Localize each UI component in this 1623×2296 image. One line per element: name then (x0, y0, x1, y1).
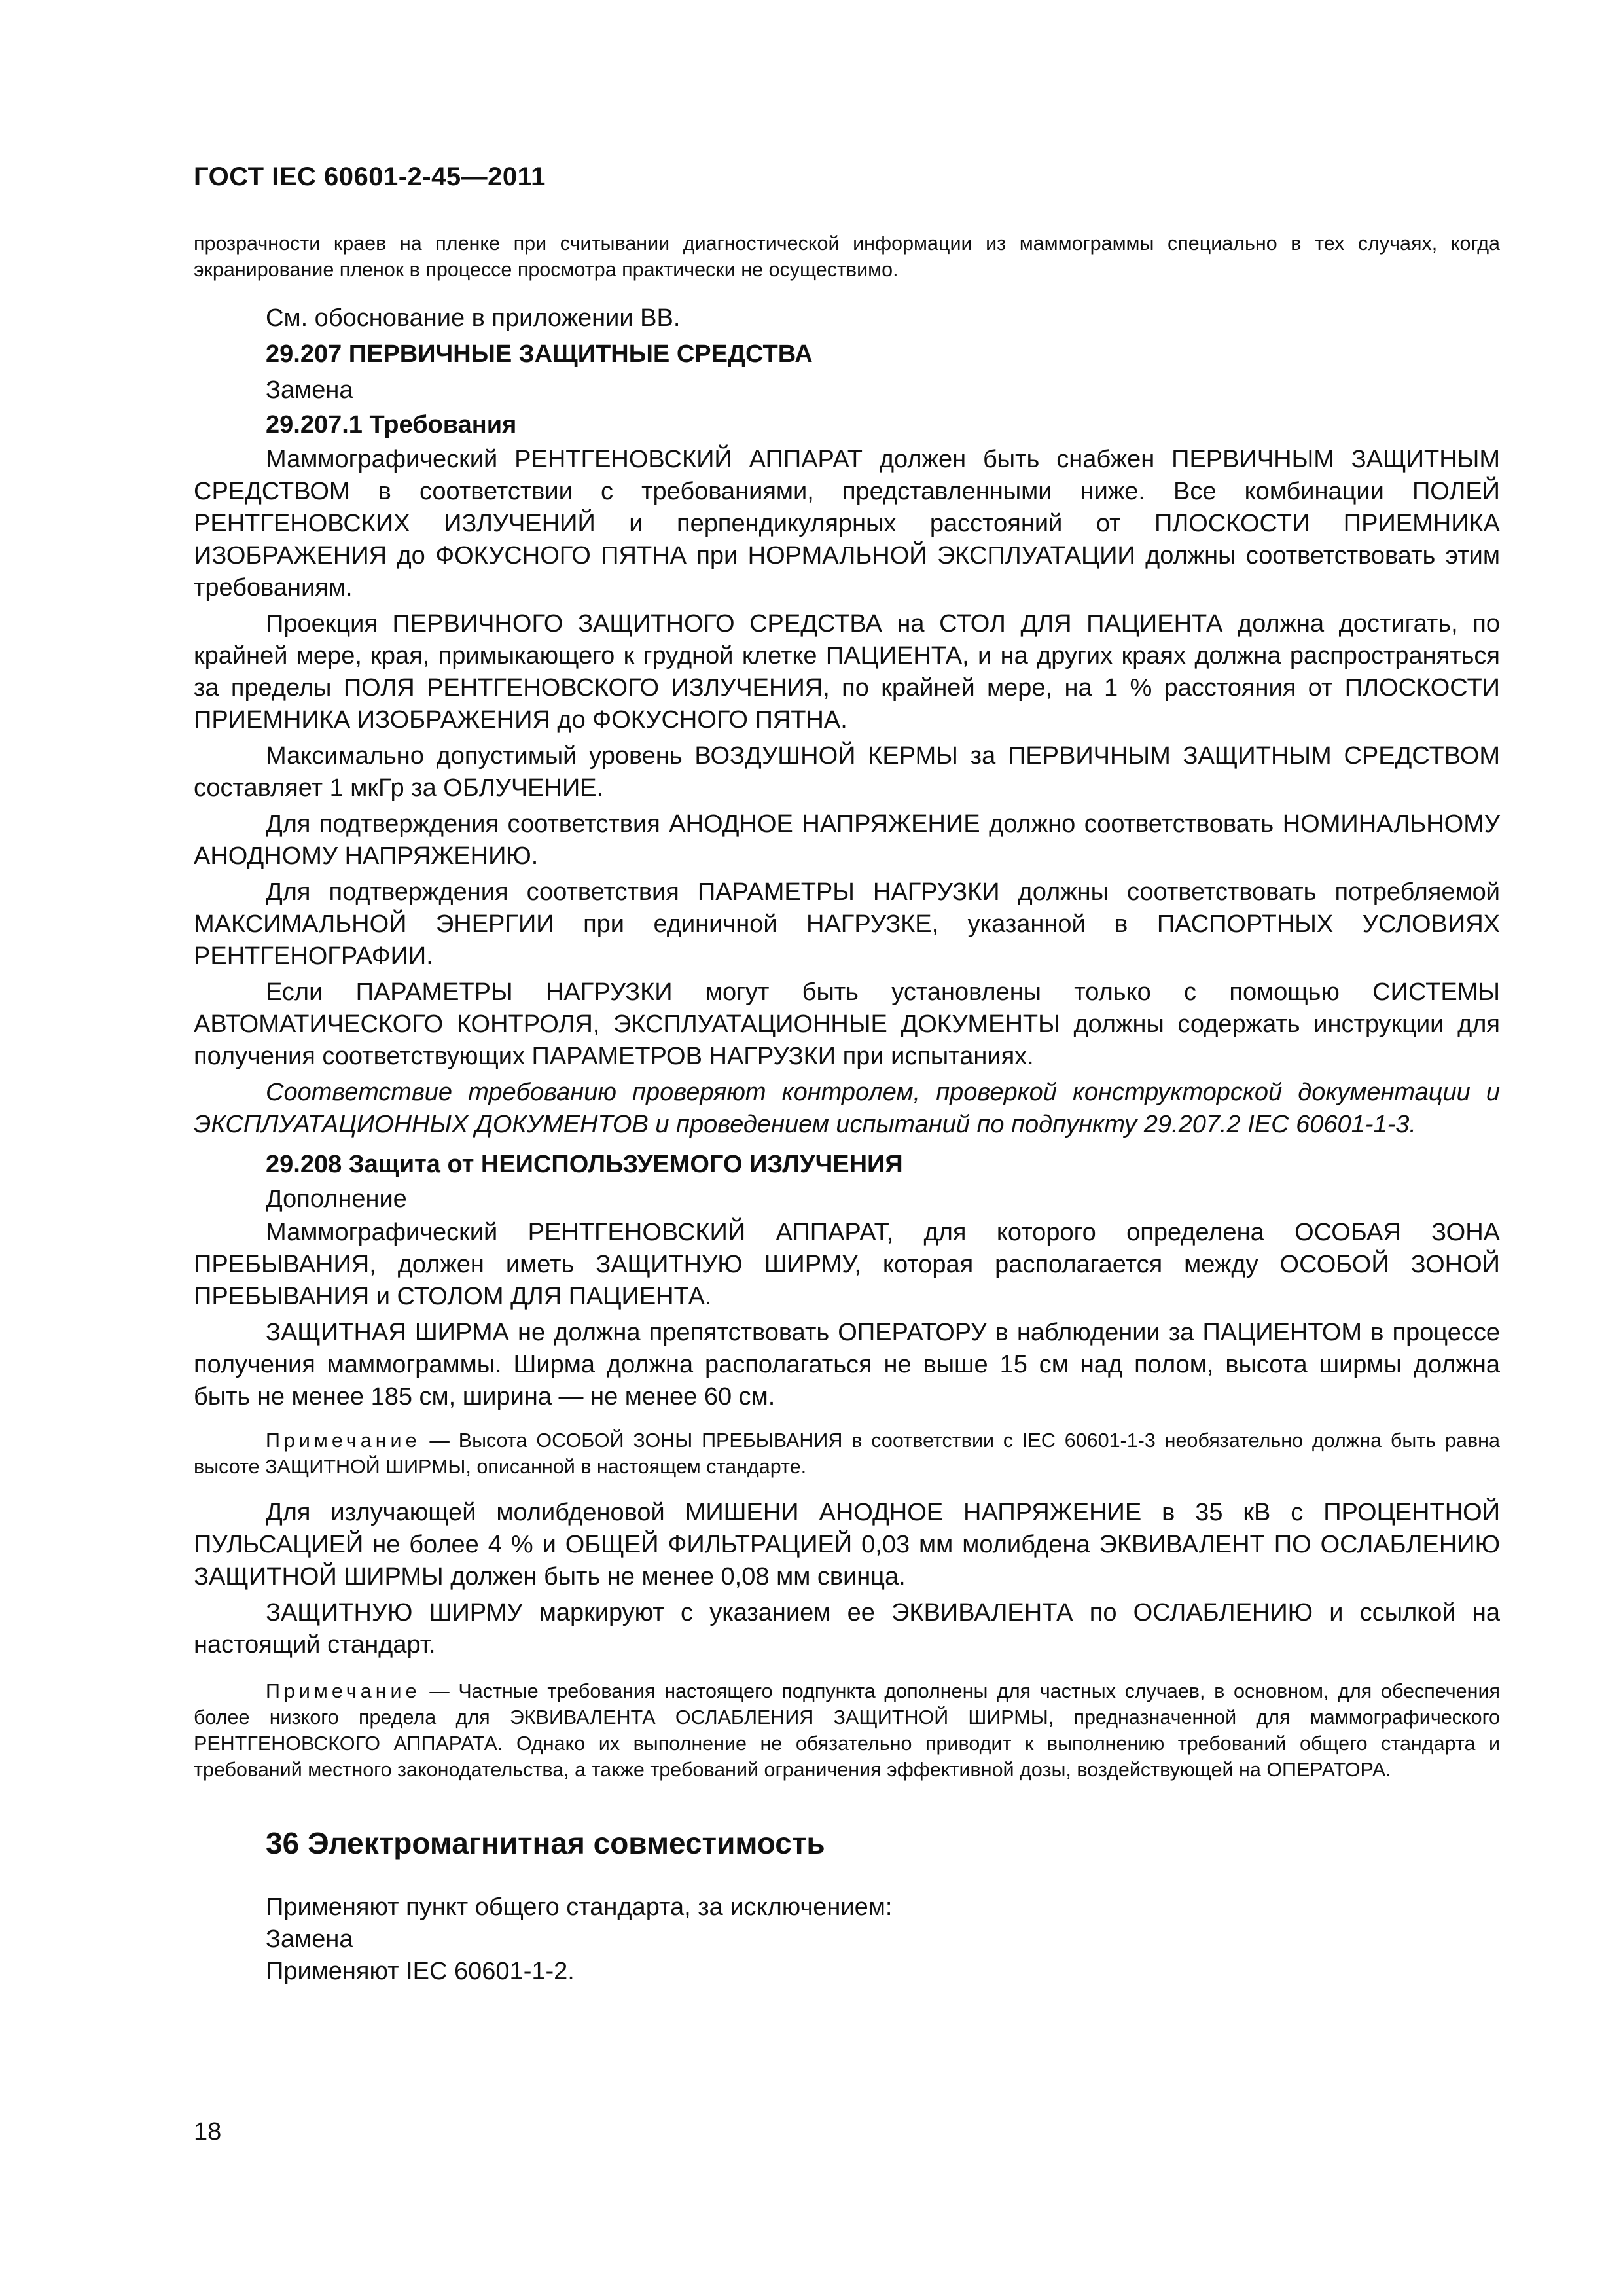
note-2-text: — Частные требования настоящего подпункта дополнены для частных случаев, в основном, для обеспечения более низкого предела для ЭКВИВАЛЕНТА ОСЛАБЛЕНИЯ ЗАЩИТНОЙ ШИРМЫ, предназначенной для маммографического РЕНТГЕНОВСКОГО АППАРАТА. Однако их выполнение не обязательно приводит к выполнению требований общего стандарта и требований местного законодательства, а также требований ограничения эффективной дозы, воздействующей на ОПЕРАТОРА. (194, 1680, 1500, 1781)
document-body (194, 230, 1500, 1988)
paragraph-anode-voltage: Для подтверждения соответствия АНОДНОЕ НАПРЯЖЕНИЕ должно соответствовать НОМИНАЛЬНОМУ АНОДНОМУ НАПРЯЖЕНИЮ. (194, 810, 1500, 870)
paragraph-requirements: Маммографический РЕНТГЕНОВСКИЙ АППАРАТ должен быть снабжен ПЕРВИЧНЫМ ЗАЩИТНЫМ СРЕДСТВОМ в соответствии с требованиями, представленными ниже. Все комбинации ПОЛЕЙ РЕНТГЕНОВСКИХ ИЗЛУЧЕНИЙ и перпендикулярных расстояний от ПЛОСКОСТИ ПРИЕМНИКА ИЗОБРАЖЕНИЯ до ФОКУСНОГО ПЯТНА при НОРМАЛЬНОЙ ЭКСПЛУАТАЦИИ должны соответствовать этим требованиям. (194, 446, 1500, 601)
paragraph-screen-marking: ЗАЩИТНУЮ ШИРМУ маркируют с указанием ее ЭКВИВАЛЕНТА по ОСЛАБЛЕНИЮ и ссылкой на настоящий стандарт. (194, 1599, 1500, 1659)
paragraph-rationale-ref: См. обоснование в приложении ВВ. (266, 304, 681, 332)
section-36-title: 36 Электромагнитная совместимость (266, 1826, 825, 1860)
note-2-label: Примечание (266, 1680, 421, 1702)
heading-29-207: 29.207 ПЕРВИЧНЫЕ ЗАЩИТНЫЕ СРЕДСТВА (266, 340, 813, 368)
paragraph-replacement-label-2: Замена (266, 1926, 353, 1953)
paragraph-applies-general: Применяют пункт общего стандарта, за исключением: (266, 1893, 893, 1921)
heading-29-207-1: 29.207.1 Требования (266, 411, 517, 439)
paragraph-compliance-check: Соответствие требованию проверяют контролем, проверкой конструкторской документации и ЭКСПЛУАТАЦИОННЫХ ДОКУМЕНТОВ и проведением испытаний по подпункту 29.207.2 IEC 60601-1-3. (194, 1079, 1500, 1138)
heading-29-208: 29.208 Защита от НЕИСПОЛЬЗУЕМОГО ИЗЛУЧЕНИЯ (266, 1151, 903, 1178)
paragraph-load-parameters: Для подтверждения соответствия ПАРАМЕТРЫ НАГРУЗКИ должны соответствовать потребляемой МАКСИМАЛЬНОЙ ЭНЕРГИИ при единичной НАГРУЗКЕ, указанной в ПАСПОРТНЫХ УСЛОВИЯХ РЕНТГЕНОГРАФИИ. (194, 878, 1500, 970)
note-1-label: Примечание (266, 1429, 421, 1452)
note-1 (194, 1427, 1500, 1480)
paragraph-molybdenum-target: Для излучающей молибденовой МИШЕНИ АНОДНОЕ НАПРЯЖЕНИЕ в 35 кВ с ПРОЦЕНТНОЙ ПУЛЬСАЦИЕЙ не более 4 % и ОБЩЕЙ ФИЛЬТРАЦИЕЙ 0,03 мм молибдена ЭКВИВАЛЕНТ ПО ОСЛАБЛЕНИЮ ЗАЩИТНОЙ ШИРМЫ должен быть не менее 0,08 мм свинца. (194, 1499, 1500, 1590)
page-number: 18 (194, 2118, 222, 2145)
paragraph-projection: Проекция ПЕРВИЧНОГО ЗАЩИТНОГО СРЕДСТВА на СТОЛ ДЛЯ ПАЦИЕНТА должна достигать, по крайней мере, края, примыкающего к грудной клетке ПАЦИЕНТА, и на других краях должна распространяться за пределы ПОЛЯ РЕНТГЕНОВСКОГО ИЗЛУЧЕНИЯ, по крайней мере, на 1 % расстояния от ПЛОСКОСТИ ПРИЕМНИКА ИЗОБРАЖЕНИЯ до ФОКУСНОГО ПЯТНА. (194, 610, 1500, 734)
note-1-text: — Высота ОСОБОЙ ЗОНЫ ПРЕБЫВАНИЯ в соответствии с IEC 60601-1-3 необязательно должна быть равна высоте ЗАЩИТНОЙ ШИРМЫ, описанной в настоящем стандарте. (194, 1429, 1500, 1478)
paragraph-screen-dimensions: ЗАЩИТНАЯ ШИРМА не должна препятствовать ОПЕРАТОРУ в наблюдении за ПАЦИЕНТОМ в процессе получения маммограммы. Ширма должна располагаться не выше 15 см над полом, высота ширмы должна быть не менее 185 см, ширина — не менее 60 см. (194, 1319, 1500, 1410)
note-2 (194, 1678, 1500, 1783)
paragraph-replacement-label: Замена (266, 376, 353, 404)
paragraph-applies-iec: Применяют IEC 60601-1-2. (266, 1958, 575, 1985)
standard-header: ГОСТ IEC 60601-2-45—2011 (194, 162, 546, 191)
paragraph-air-kerma: Максимально допустимый уровень ВОЗДУШНОЙ КЕРМЫ за ПЕРВИЧНЫМ ЗАЩИТНЫМ СРЕДСТВОМ составляет 1 мкГр за ОБЛУЧЕНИЕ. (194, 742, 1500, 802)
paragraph-automatic-control: Если ПАРАМЕТРЫ НАГРУЗКИ могут быть установлены только с помощью СИСТЕМЫ АВТОМАТИЧЕСКОГО КОНТРОЛЯ, ЭКСПЛУАТАЦИОННЫЕ ДОКУМЕНТЫ должны содержать инструкции для получения соответствующих ПАРАМЕТРОВ НАГРУЗКИ при испытаниях. (194, 978, 1500, 1070)
paragraph-addition-label: Дополнение (266, 1185, 407, 1213)
paragraph-protective-screen: Маммографический РЕНТГЕНОВСКИЙ АППАРАТ, для которого определена ОСОБАЯ ЗОНА ПРЕБЫВАНИЯ, должен иметь ЗАЩИТНУЮ ШИРМУ, которая располагается между ОСОБОЙ ЗОНОЙ ПРЕБЫВАНИЯ и СТОЛОМ ДЛЯ ПАЦИЕНТА. (194, 1219, 1500, 1310)
paragraph-continuation: прозрачности краев на пленке при считывании диагностической информации из маммограммы специально в тех случаях, когда экранирование пленок в процессе просмотра практически не осуществимо. (194, 232, 1500, 281)
